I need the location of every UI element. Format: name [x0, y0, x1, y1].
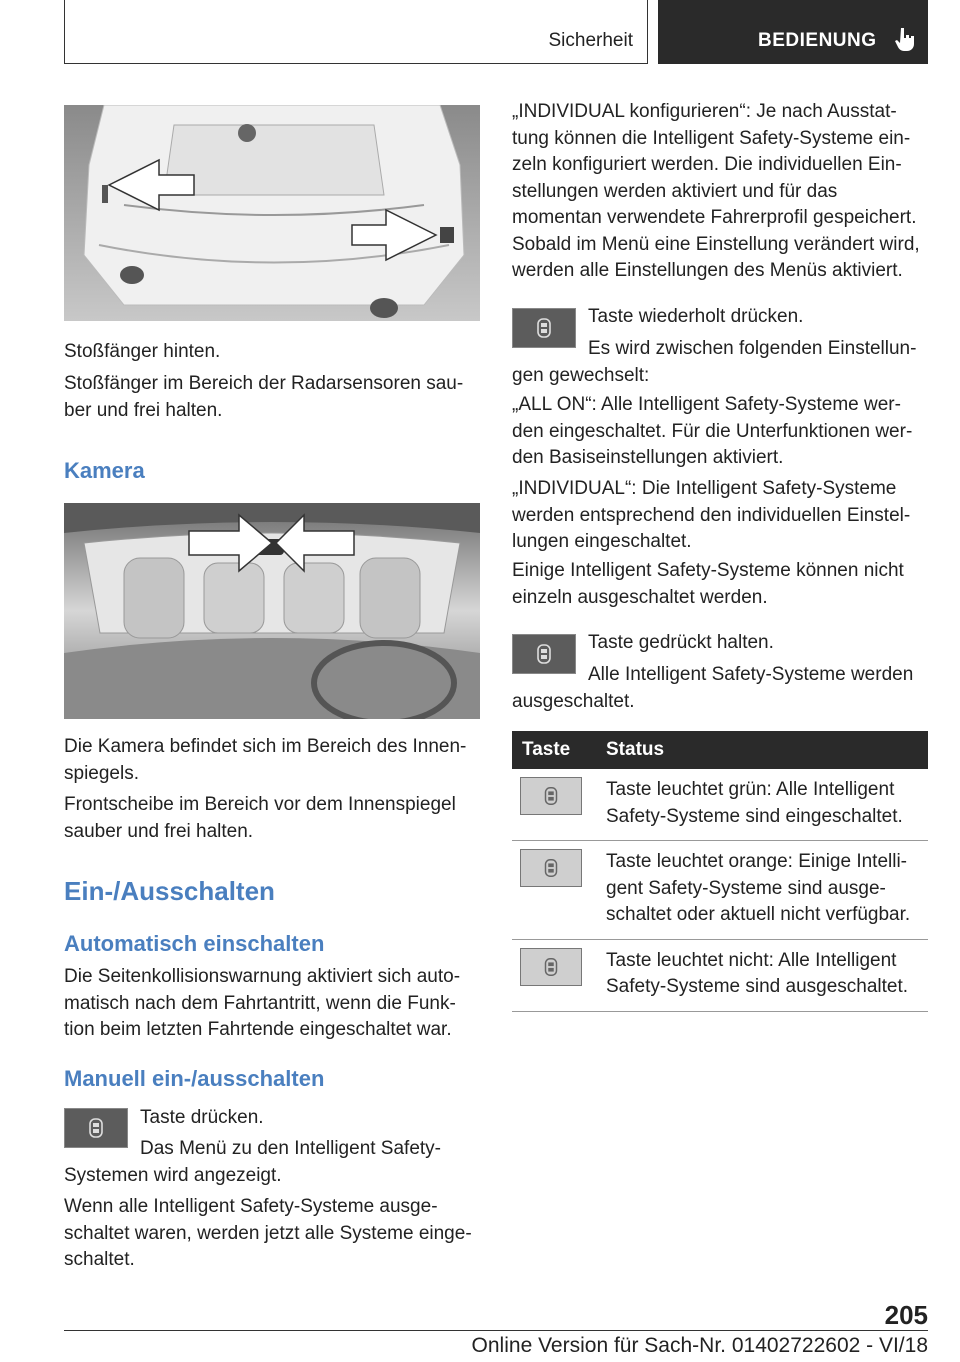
footer-online-version: Online Version für Sach-Nr. 01402722602 - VI/18 [471, 1334, 928, 1357]
hand-pointer-icon [894, 26, 918, 52]
table-cell-icon [512, 769, 606, 841]
table-cell-status: Taste leuchtet grün: Alle Intelligent Safety-Systeme sind eingeschaltet. [606, 769, 928, 841]
instruction-press-repeated: Taste wiederholt drücken. [588, 306, 804, 327]
table-cell-icon [512, 939, 606, 1011]
header-section-box [64, 0, 648, 64]
table-header-row [512, 731, 928, 769]
table-row [512, 769, 928, 841]
table-header-taste: Taste [512, 731, 606, 769]
safety-button-icon-green [520, 777, 582, 815]
heading-manuell: Manuell ein-/ausschalten [64, 1066, 325, 1091]
table-header-status: Status [606, 731, 928, 769]
heading-automatisch: Automatisch einschalten [64, 931, 325, 956]
paragraph-individual-konfigurieren: „INDIVIDUAL konfigurieren“: Je nach Ausstat-tung können die Intelligent Safety-Systeme ein-zeln konfiguriert werden. Die individuellen Ein-stellungen werden aktiviert und für das momentan verwendete Fahrerprofil gespeichert. Sobald im Menü eine Einstellung verändert wird, werden alle Einstellungen des Menüs aktiviert. [512, 101, 920, 281]
instruction-press-result: Das Menü zu den Intelligent Safety-Systemen wird angezeigt. [64, 1138, 442, 1186]
paragraph-bumper: Stoßfänger im Bereich der Radarsensoren sau-ber und frei halten. [64, 373, 464, 421]
table-cell-status: Taste leuchtet nicht: Alle Intelligent Safety-Systeme sind ausgeschaltet. [606, 939, 928, 1011]
page-number: 205 [884, 1300, 928, 1330]
header-section: Sicherheit [548, 30, 633, 51]
safety-button-icon-orange [520, 849, 582, 887]
footer-divider [64, 1330, 928, 1331]
safety-button-icon-off [520, 948, 582, 986]
instruction-press-hold: Taste gedrückt halten. [588, 632, 774, 653]
table-row [512, 939, 928, 1011]
rear-bumper-image [64, 105, 480, 321]
safety-car-icon [540, 857, 562, 879]
paragraph-einschalten: Wenn alle Intelligent Safety-Systeme ausge-schaltet waren, werden jetzt alle Systeme einge-schaltet. [64, 1196, 472, 1270]
table-cell-icon [512, 841, 606, 940]
interior-camera-image [64, 503, 480, 719]
paragraph-kamera-1: Die Kamera befindet sich im Bereich des Innen-spiegels. [64, 736, 467, 784]
header-chapter-box [658, 0, 928, 64]
safety-car-icon [540, 956, 562, 978]
heading-ein-ausschalten: Ein-/Ausschalten [64, 876, 275, 906]
image-caption-bumper: Stoßfänger hinten. [64, 341, 221, 362]
paragraph-einige: Einige Intelligent Safety-Systeme können nicht einzeln ausgeschaltet werden. [512, 560, 904, 608]
table-row [512, 841, 928, 940]
instruction-press-hold-result: Alle Intelligent Safety-Systeme werden ausgeschaltet. [512, 664, 914, 712]
instruction-press-repeated-result: Es wird zwischen folgenden Einstellun-gen gewechselt: [512, 338, 917, 386]
paragraph-kamera-2: Frontscheibe im Bereich vor dem Innenspiegel sauber und frei halten. [64, 794, 456, 842]
paragraph-individual: „INDIVIDUAL“: Die Intelligent Safety-Systeme werden entsprechend den individuellen Einstel-lungen eingeschaltet. [512, 478, 911, 552]
paragraph-all-on: „ALL ON“: Alle Intelligent Safety-Systeme wer-den eingeschaltet. Für die Unterfunktionen wer-den Basiseinstellungen aktiviert. [512, 394, 913, 468]
status-table [512, 731, 928, 1012]
header-chapter: BEDIENUNG [758, 30, 877, 51]
paragraph-automatisch: Die Seitenkollisionswarnung aktiviert sich auto-matisch nach dem Fahrtantritt, wenn die Funk-tion beim letzten Fahrtende eingeschaltet war. [64, 966, 461, 1040]
table-cell-status: Taste leuchtet orange: Einige Intelli-gent Safety-Systeme sind ausge-schaltet oder aktuell nicht verfügbar. [606, 841, 928, 940]
safety-car-icon [540, 785, 562, 807]
instruction-press: Taste drücken. [140, 1107, 264, 1128]
heading-kamera: Kamera [64, 458, 145, 483]
